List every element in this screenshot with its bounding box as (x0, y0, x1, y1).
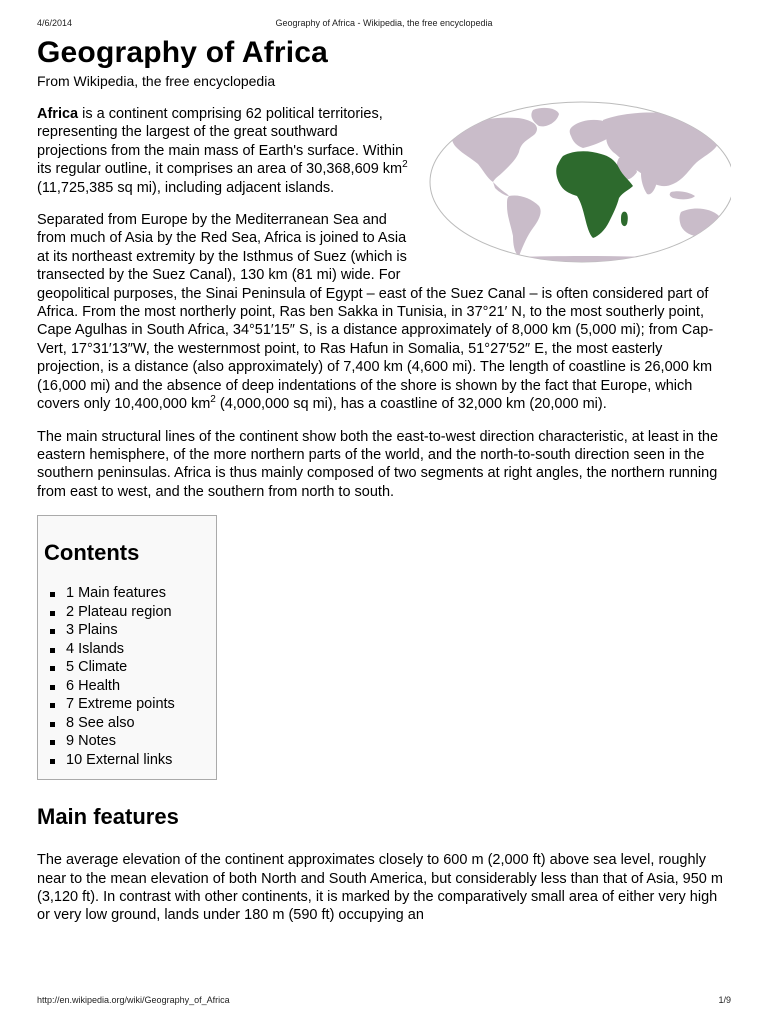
print-page-title: Geography of Africa - Wikipedia, the free encyclopedia (275, 18, 493, 28)
print-date: 4/6/2014 (37, 18, 73, 28)
toc-item-main-features[interactable]: 1 Main features (66, 584, 216, 603)
section-heading-main-features: Main features (37, 804, 179, 830)
intro-text: is a continent comprising 62 political territories, representing the largest of the great southward projections from the main mass of Earth's surface. Within its regular outline, it comprises an area of 30,368,609 km (37, 106, 404, 178)
print-page-number: 1/9 (718, 995, 731, 1005)
madagascar-shape (621, 212, 628, 226)
new-zealand-shape (723, 234, 731, 244)
toc-item-plains[interactable]: 3 Plains (66, 621, 216, 640)
world-map-image[interactable] (423, 96, 731, 268)
intro-bold-term: Africa (37, 106, 79, 122)
toc-item-see-also[interactable]: 8 See also (66, 714, 216, 733)
geography-sup: 2 (210, 394, 216, 406)
toc-item-islands[interactable]: 4 Islands (66, 640, 216, 659)
world-map-africa-highlighted (423, 96, 731, 268)
toc-item-extreme-points[interactable]: 7 Extreme points (66, 695, 216, 714)
article-content (37, 36, 731, 986)
print-url: http://en.wikipedia.org/wiki/Geography_of_Africa (37, 995, 230, 1005)
toc-item-plateau-region[interactable]: 2 Plateau region (66, 603, 216, 622)
toc-item-external-links[interactable]: 10 External links (66, 751, 216, 770)
page-title: Geography of Africa (37, 36, 329, 69)
toc-title: Contents (44, 540, 140, 566)
tagline: From Wikipedia, the free encyclopedia (37, 73, 276, 89)
toc-item-climate[interactable]: 5 Climate (66, 658, 216, 677)
geography-tail: (4,000,000 sq mi), has a coastline of 32,000 km (20,000 mi). (215, 396, 607, 413)
intro-tail: (11,725,385 sq mi), including adjacent islands. (37, 179, 335, 196)
main-features-paragraph: The average elevation of the continent approximates closely to 600 m (2,000 ft) above sea level, roughly near to the mean elevation of both North and South America, but considerably less than that of Asia, 950 m (3,120 ft). In contrast with other continents, it is marked by the comparatively small area of either very high or very low ground, lands under 180 m (590 ft) occupying an (37, 852, 723, 924)
toc-item-health[interactable]: 6 Health (66, 677, 216, 696)
toc-item-notes[interactable]: 9 Notes (66, 732, 216, 751)
toc-list (44, 584, 216, 769)
structure-paragraph: The main structural lines of the continent show both the east-to-west direction characteristic, at least in the eastern hemisphere, of the more northern parts of the world, and the north-to-south direction seen in the southern peninsulas. Africa is thus mainly composed of two segments at right angles, the northern running from east to west, and the southern from north to south. (37, 428, 719, 500)
geography-text: Separated from Europe by the Mediterranean Sea and from much of Asia by the Red Sea, Africa is joined to Asia at its northeast extremity by the Isthmus of Suez (which is transected by the Suez Canal), 130 km (81 mi) wide. For geopolitical purposes, the Sinai Peninsula of Egypt – east of the Suez Canal – is often considered part of Africa. From the most northerly point, Ras ben Sakka in Tunisia, in 37°21′ N, to the most southerly point, Cape Agulhas in South Africa, 34°51′15″ S, is a distance approximately of 8,000 km (5,000 mi); from Cap-Vert, 17°31′13″W, the westernmost point, to Ras Hafun in Somalia, 51°27′52″ E, the most easterly projection, is a distance (also approximately) of 7,400 km (4,600 mi). The length of coastline is 26,000 km (16,000 mi) and the absence of deep indentations of the shore is shown by the fact that Europe, which covers only 10,400,000 km (37, 212, 714, 413)
table-of-contents (37, 515, 217, 780)
intro-sup: 2 (402, 159, 408, 171)
